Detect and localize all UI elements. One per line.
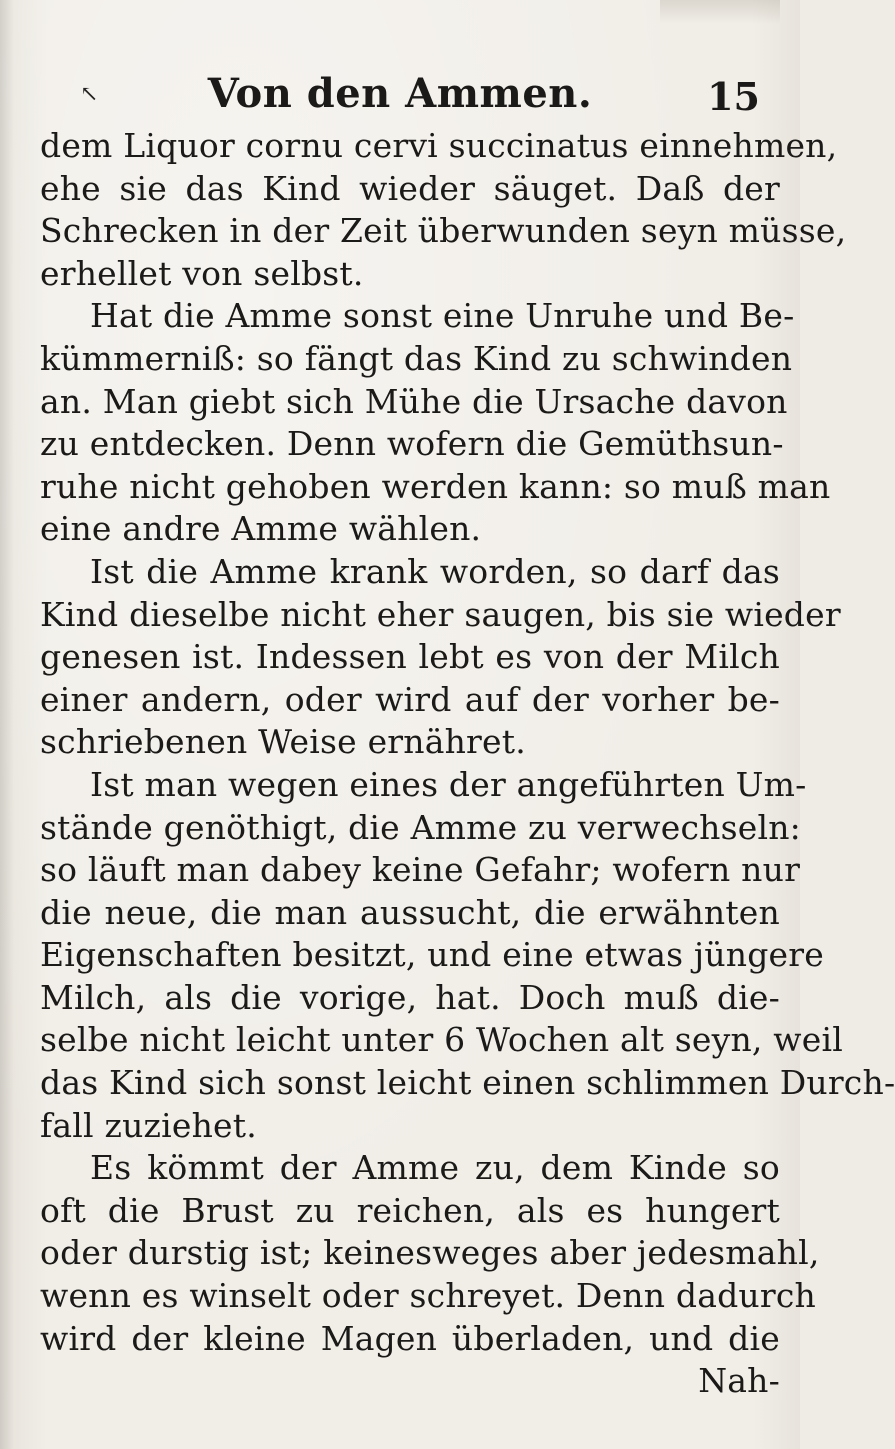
- running-header: [40, 62, 760, 118]
- text-line: wenn es winselt oder schreyet. Denn dadurch: [40, 1276, 816, 1316]
- text-line: ruhe nicht gehoben werden kann: so muß man: [40, 466, 831, 506]
- text-line: selbe nicht leicht unter 6 Wochen alt seyn, weil: [40, 1020, 843, 1060]
- text-line: kümmerniß: so fängt das Kind zu schwinden: [40, 338, 793, 378]
- gutter-shadow: [0, 0, 14, 1449]
- text-line: genesen ist. Indessen lebt es von der Milch: [40, 637, 780, 677]
- text-line: dem Liquor cornu cervi succinatus einnehmen,: [40, 126, 838, 165]
- page-edge-stain: [660, 0, 780, 24]
- text-line: einer andern, oder wird auf der vorher be-: [40, 679, 780, 719]
- text-line: Ist die Amme krank worden, so darf das: [90, 551, 780, 591]
- page-number: 15: [707, 74, 760, 119]
- text-line: fall zuziehet.: [40, 1105, 257, 1145]
- text-line: die neue, die man aussucht, die erwähnten: [40, 892, 780, 932]
- text-line: schriebenen Weise ernähret.: [40, 722, 526, 762]
- text-line: Milch, als die vorige, hat. Doch muß die-: [40, 977, 780, 1017]
- text-line: stände genöthigt, die Amme zu verwechseln:: [40, 807, 801, 847]
- text-line: Hat die Amme sonst eine Unruhe und Be-: [90, 296, 795, 336]
- text-line: oft die Brust zu reichen, als es hungert: [40, 1190, 780, 1230]
- text-line: erhellet von selbst.: [40, 253, 364, 293]
- text-line: eine andre Amme wählen.: [40, 509, 482, 549]
- text-line: so läuft man dabey keine Gefahr; wofern nur: [40, 850, 801, 890]
- text-line: Eigenschaften besitzt, und eine etwas jüngere: [40, 935, 824, 975]
- body-text: [40, 125, 895, 1403]
- text-line: Schrecken in der Zeit überwunden seyn müsse,: [40, 211, 847, 251]
- text-line: Es kömmt der Amme zu, dem Kinde so: [90, 1148, 780, 1188]
- text-line: oder durstig ist; keinesweges aber jedesmahl,: [40, 1233, 820, 1273]
- running-title: Von den Ammen.: [207, 70, 593, 117]
- text-line: an. Man giebt sich Mühe die Ursache davon: [40, 381, 788, 421]
- text-line: zu entdecken. Denn wofern die Gemüthsun-: [40, 424, 784, 464]
- printer-mark: ↖: [80, 82, 99, 107]
- text-line: wird der kleine Magen überladen, und die: [40, 1318, 780, 1358]
- text-line: ehe sie das Kind wieder säuget. Daß der: [40, 168, 780, 208]
- text-line: Ist man wegen eines der angeführten Um-: [90, 764, 807, 804]
- catchword: Nah-: [698, 1361, 780, 1401]
- text-line: das Kind sich sonst leicht einen schlimmen Durch-: [40, 1063, 895, 1103]
- text-line: Kind dieselbe nicht eher saugen, bis sie wieder: [40, 594, 841, 634]
